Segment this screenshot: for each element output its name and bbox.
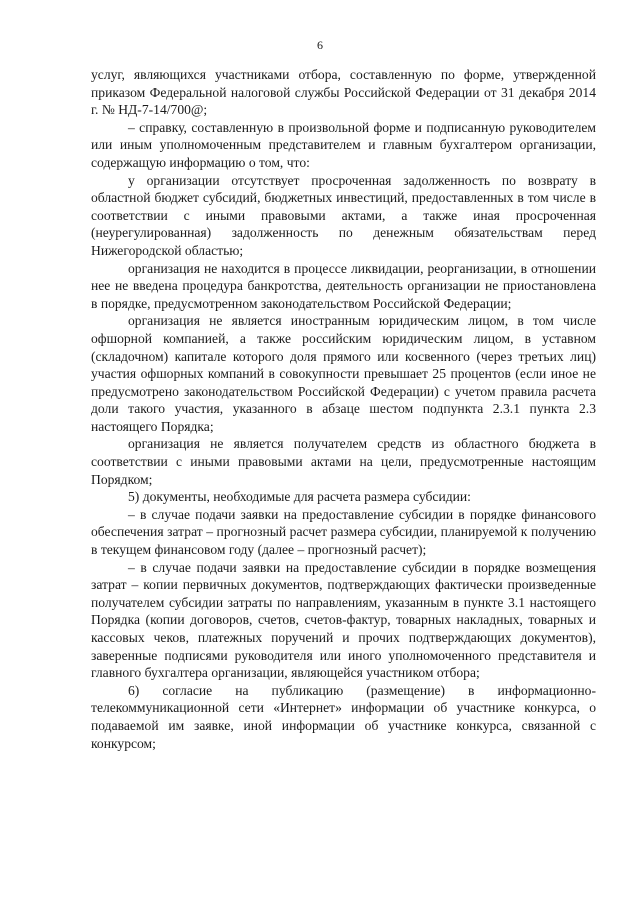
page-number: 6 — [317, 38, 323, 52]
paragraph: услуг, являющихся участниками отбора, составленную по форме, утвержденной приказом Федеральной налоговой службы Российской Федерации от 31 декабря 2014 г. № НД-7-14/700@; — [91, 67, 596, 118]
paragraph: организация не является иностранным юридическим лицом, в том числе офшорной компанией, а также российским юридическим лицом, в уставном (складочном) капитале которого доля прямого или косвенного (через третьих лиц) участия офшорных компаний в совокупности превышает 25 процентов (если иное не предусмотрено законодательством Российской Федерации) с учетом правила расчета доли такого участия, указанного в абзаце шестом подпункта 2.3.1 пункта 2.3 настоящего Порядка; — [91, 313, 596, 434]
paragraph: – в случае подачи заявки на предоставление субсидии в порядке финансового обеспечения затрат – прогнозный расчет размера субсидии, планируемой к получению в текущем финансовом году (далее – прогнозный расчет); — [91, 506, 596, 558]
paragraph: организация не является получателем средств из областного бюджета в соответствии с иными правовыми актами на цели, предусмотренные настоящим Порядком; — [91, 436, 596, 487]
paragraph: 5) документы, необходимые для расчета размера субсидии: — [128, 489, 471, 505]
document-body — [91, 66, 596, 752]
paragraph: – в случае подачи заявки на предоставление субсидии в порядке возмещения затрат – копии первичных документов, подтверждающих фактически произведенные получателем субсидии затраты по направлениям, указанным в пункте 3.1 настоящего Порядка (копии договоров, счетов, счетов-фактур, товарных накладных, товарных и кассовых чеков, платежных поручений и прочих подтверждающих документов), заверенные подписями руководителя или иного уполномоченного представителя и главного бухгалтера организации, являющейся участником отбора; — [91, 559, 596, 681]
paragraph: 6) согласие на публикацию (размещение) в информационно-телекоммуникационной сети «Интернет» информации об участнике конкурса, о подаваемой им заявке, иной информации об участнике конкурса, связанной с конкурсом; — [91, 682, 596, 751]
paragraph: – справку, составленную в произвольной форме и подписанную руководителем или иным уполномоченным представителем и главным бухгалтером организации, содержащую информацию о том, что: — [91, 119, 596, 170]
paragraph: у организации отсутствует просроченная задолженность по возврату в областной бюджет субсидий, бюджетных инвестиций, предоставленных в том числе в соответствии с иными правовыми актами, а также иная просроченная (неурегулированная) задолженность по денежным обязательствам перед Нижегородской областью; — [91, 172, 596, 258]
paragraph: организация не находится в процессе ликвидации, реорганизации, в отношении нее не введена процедура банкротства, деятельность организации не приостановлена в порядке, предусмотренном законодательством Российской Федерации; — [91, 260, 596, 311]
